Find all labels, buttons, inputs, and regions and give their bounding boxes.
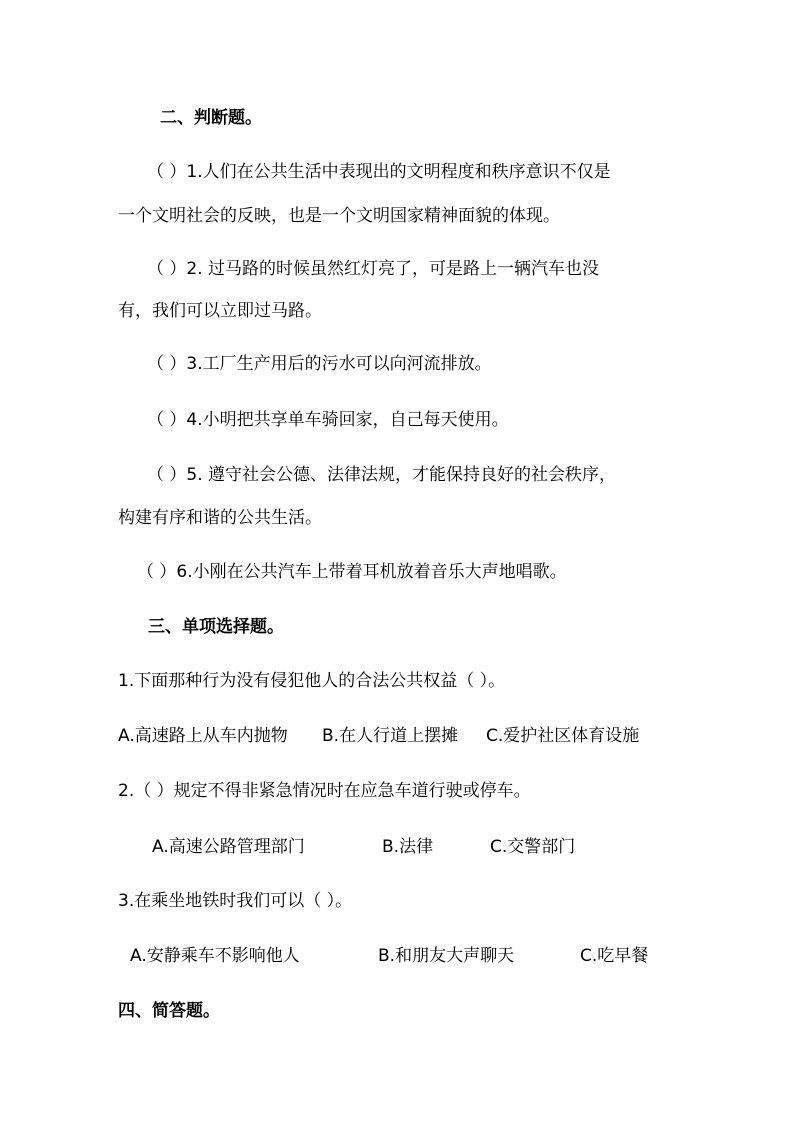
section-3-heading: 三、单项选择题。 xyxy=(148,617,284,637)
judgment-item-5-line-2: 构建有序和谐的公共生活。 xyxy=(118,508,322,528)
choice-question-2-option-b: B.法律 xyxy=(382,837,434,857)
judgment-item-1-line-1: （ ）1.人们在公共生活中表现出的文明程度和秩序意识不仅是 xyxy=(147,162,611,182)
section-4-heading: 四、简答题。 xyxy=(118,1001,220,1021)
choice-question-1-option-c: C.爱护社区体育设施 xyxy=(486,726,640,746)
choice-question-1-option-a: A.高速路上从车内抛物 xyxy=(118,726,288,746)
judgment-item-1-line-2: 一个文明社会的反映，也是一个文明国家精神面貌的体现。 xyxy=(118,206,560,226)
choice-question-3-option-a: A.安静乘车不影响他人 xyxy=(130,946,300,966)
choice-question-3-option-c: C.吃早餐 xyxy=(580,946,649,966)
choice-question-2-option-a: A.高速公路管理部门 xyxy=(152,837,305,857)
choice-question-3-stem: 3.在乘坐地铁时我们可以（ ）。 xyxy=(118,891,353,911)
judgment-item-2-line-2: 有，我们可以立即过马路。 xyxy=(118,301,322,321)
choice-question-1-stem: 1.下面那种行为没有侵犯他人的合法公共权益（ ）。 xyxy=(118,671,506,691)
judgment-item-6: （ ）6.小刚在公共汽车上带着耳机放着音乐大声地唱歌。 xyxy=(137,562,567,582)
section-2-heading: 二、判断题。 xyxy=(160,108,262,128)
judgment-item-3: （ ）3.工厂生产用后的污水可以向河流排放。 xyxy=(147,354,492,374)
choice-question-3-option-b: B.和朋友大声聊天 xyxy=(378,946,515,966)
judgment-item-2-line-1: （ ）2. 过马路的时候虽然红灯亮了，可是路上一辆汽车也没 xyxy=(147,259,600,279)
judgment-item-5-line-1: （ ）5. 遵守社会公德、法律法规，才能保持良好的社会秩序， xyxy=(147,465,617,485)
choice-question-2-stem: 2.（ ）规定不得非紧急情况时在应急车道行驶或停车。 xyxy=(118,781,531,801)
judgment-item-4: （ ）4.小明把共享单车骑回家，自己每天使用。 xyxy=(147,410,509,430)
choice-question-1-option-b: B.在人行道上摆摊 xyxy=(322,726,459,746)
choice-question-2-option-c: C.交警部门 xyxy=(490,837,576,857)
